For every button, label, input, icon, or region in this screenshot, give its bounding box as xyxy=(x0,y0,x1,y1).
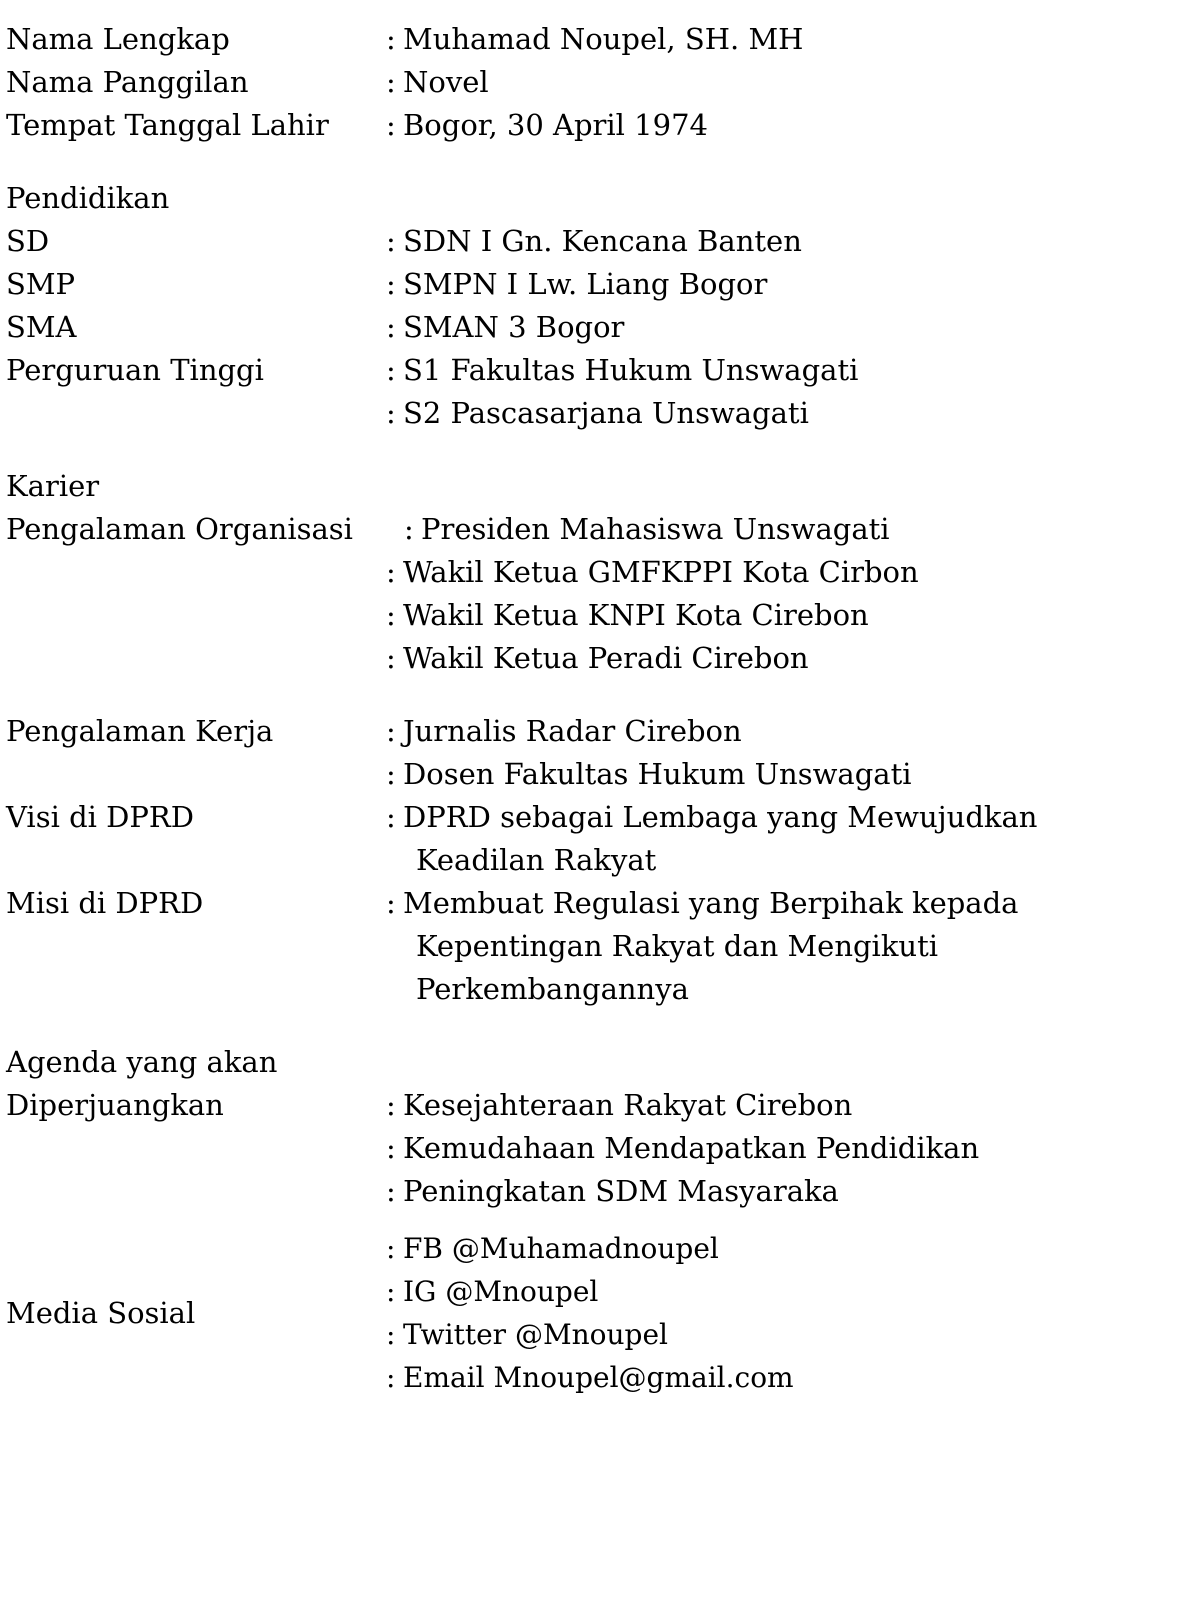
agenda-heading-row xyxy=(6,1041,1183,1084)
identity-value: Bogor, 30 April 1974 xyxy=(403,108,708,142)
education-label: Perguruan Tinggi xyxy=(6,353,264,387)
career-row-organisasi xyxy=(6,508,1183,551)
media-sosial-block xyxy=(6,1227,1183,1399)
media-sosial-item xyxy=(386,1270,1183,1313)
identity-value-wrap xyxy=(386,61,1183,104)
education-row-perguruan-tinggi-s2 xyxy=(6,392,1183,435)
career-row-visi xyxy=(6,796,1183,882)
education-heading: Pendidikan xyxy=(6,181,170,215)
spacer xyxy=(6,435,1183,465)
identity-value: Muhamad Noupel, SH. MH xyxy=(403,22,804,56)
career-row-kerja-item xyxy=(6,753,1183,796)
media-sosial-list xyxy=(386,1227,1183,1399)
colon-separator: : xyxy=(386,757,396,791)
colon-separator: : xyxy=(386,224,396,258)
identity-row-nama-panggilan xyxy=(6,61,1183,104)
agenda-label-line-2: Diperjuangkan xyxy=(6,1088,224,1122)
career-value-wrap xyxy=(386,551,1183,594)
career-row-kerja xyxy=(6,710,1183,753)
media-sosial-instagram: IG @Mnoupel xyxy=(403,1275,599,1308)
education-row-perguruan-tinggi xyxy=(6,349,1183,392)
education-value-wrap xyxy=(386,392,1183,435)
career-value-wrap xyxy=(386,710,1183,753)
identity-row-nama-lengkap xyxy=(6,18,1183,61)
media-sosial-label: Media Sosial xyxy=(6,1295,196,1330)
career-row-organisasi-item xyxy=(6,551,1183,594)
education-value: SDN I Gn. Kencana Banten xyxy=(403,224,802,258)
media-sosial-item xyxy=(386,1313,1183,1356)
colon-separator: : xyxy=(386,1361,396,1394)
misi-line-3: Perkembangannya xyxy=(416,972,689,1006)
agenda-label-line-1: Agenda yang akan xyxy=(6,1045,278,1079)
education-label: SD xyxy=(6,224,50,258)
career-label: Pengalaman Kerja xyxy=(6,714,274,748)
career-value-wrap xyxy=(386,594,1183,637)
agenda-value: Peningkatan SDM Masyaraka xyxy=(403,1174,839,1208)
education-value-wrap xyxy=(386,306,1183,349)
colon-separator: : xyxy=(386,1174,396,1208)
agenda-value-wrap xyxy=(386,1084,1183,1127)
career-value: Wakil Ketua KNPI Kota Cirebon xyxy=(403,598,869,632)
visi-value-wrap xyxy=(386,796,1183,882)
education-value: SMPN I Lw. Liang Bogor xyxy=(403,267,768,301)
agenda-row-item xyxy=(6,1127,1183,1170)
agenda-value-wrap xyxy=(386,1127,1183,1170)
identity-label: Nama Panggilan xyxy=(6,65,249,99)
colon-separator: : xyxy=(386,1232,396,1265)
career-value: Presiden Mahasiswa Unswagati xyxy=(421,512,890,546)
career-value: Wakil Ketua Peradi Cirebon xyxy=(403,641,809,675)
colon-separator: : xyxy=(386,555,396,589)
media-sosial-item xyxy=(386,1227,1183,1270)
career-label: Pengalaman Organisasi xyxy=(6,512,353,546)
colon-separator: : xyxy=(386,1318,396,1351)
agenda-row-item xyxy=(6,1170,1183,1213)
colon-separator: : xyxy=(386,1131,396,1165)
education-value-wrap xyxy=(386,349,1183,392)
education-value: S2 Pascasarjana Unswagati xyxy=(403,396,809,430)
education-value: S1 Fakultas Hukum Unswagati xyxy=(403,353,859,387)
colon-separator: : xyxy=(386,714,396,748)
identity-value-wrap xyxy=(386,18,1183,61)
career-value-wrap xyxy=(386,637,1183,680)
visi-line-1: DPRD sebagai Lembaga yang Mewujudkan xyxy=(403,800,1038,834)
education-row-sma xyxy=(6,306,1183,349)
colon-separator: : xyxy=(386,108,396,142)
visi-line-2: Keadilan Rakyat xyxy=(416,843,657,877)
media-sosial-facebook: FB @Muhamadnoupel xyxy=(403,1232,719,1265)
career-row-misi xyxy=(6,882,1183,1011)
career-row-organisasi-item xyxy=(6,594,1183,637)
identity-value: Novel xyxy=(403,65,489,99)
media-sosial-item xyxy=(386,1356,1183,1399)
colon-separator: : xyxy=(386,396,396,430)
education-value-wrap xyxy=(386,220,1183,263)
cv-content xyxy=(6,18,1183,1399)
education-row-sd xyxy=(6,220,1183,263)
misi-value xyxy=(403,882,1183,1011)
misi-line-2: Kepentingan Rakyat dan Mengikuti xyxy=(416,929,939,963)
media-sosial-email: Email Mnoupel@gmail.com xyxy=(403,1361,794,1394)
colon-separator: : xyxy=(386,1088,396,1122)
media-sosial-twitter: Twitter @Mnoupel xyxy=(403,1318,669,1351)
agenda-row-item xyxy=(6,1084,1183,1127)
spacer xyxy=(6,680,1183,710)
career-row-organisasi-item xyxy=(6,637,1183,680)
colon-separator: : xyxy=(386,65,396,99)
spacer xyxy=(6,1011,1183,1041)
misi-value-wrap xyxy=(386,882,1183,1011)
misi-label: Misi di DPRD xyxy=(6,886,204,920)
career-value: Wakil Ketua GMFKPPI Kota Cirbon xyxy=(403,555,919,589)
colon-separator: : xyxy=(386,22,396,56)
agenda-value: Kemudahaan Mendapatkan Pendidikan xyxy=(403,1131,980,1165)
visi-value xyxy=(403,796,1183,882)
career-value: Dosen Fakultas Hukum Unswagati xyxy=(403,757,912,791)
identity-value-wrap xyxy=(386,104,1183,147)
colon-separator: : xyxy=(386,598,396,632)
colon-separator: : xyxy=(386,310,396,344)
education-label: SMP xyxy=(6,267,76,301)
colon-separator: : xyxy=(386,267,396,301)
education-row-smp xyxy=(6,263,1183,306)
misi-line-1: Membuat Regulasi yang Berpihak kepada xyxy=(403,886,1019,920)
colon-separator: : xyxy=(386,800,396,834)
career-value-wrap xyxy=(386,753,1183,796)
colon-separator: : xyxy=(386,886,396,920)
career-value-wrap xyxy=(404,508,1183,551)
visi-label: Visi di DPRD xyxy=(6,800,194,834)
spacer xyxy=(6,1213,1183,1227)
colon-separator: : xyxy=(386,353,396,387)
identity-row-tempat-tanggal-lahir xyxy=(6,104,1183,147)
colon-separator: : xyxy=(386,1275,396,1308)
agenda-value: Kesejahteraan Rakyat Cirebon xyxy=(403,1088,853,1122)
spacer xyxy=(6,147,1183,177)
agenda-value-wrap xyxy=(386,1170,1183,1213)
identity-label: Tempat Tanggal Lahir xyxy=(6,108,329,142)
career-heading: Karier xyxy=(6,469,100,503)
education-label: SMA xyxy=(6,310,77,344)
education-value-wrap xyxy=(386,263,1183,306)
career-value: Jurnalis Radar Cirebon xyxy=(403,714,742,748)
colon-separator: : xyxy=(404,512,414,546)
identity-label: Nama Lengkap xyxy=(6,22,230,56)
colon-separator: : xyxy=(386,641,396,675)
education-value: SMAN 3 Bogor xyxy=(403,310,625,344)
